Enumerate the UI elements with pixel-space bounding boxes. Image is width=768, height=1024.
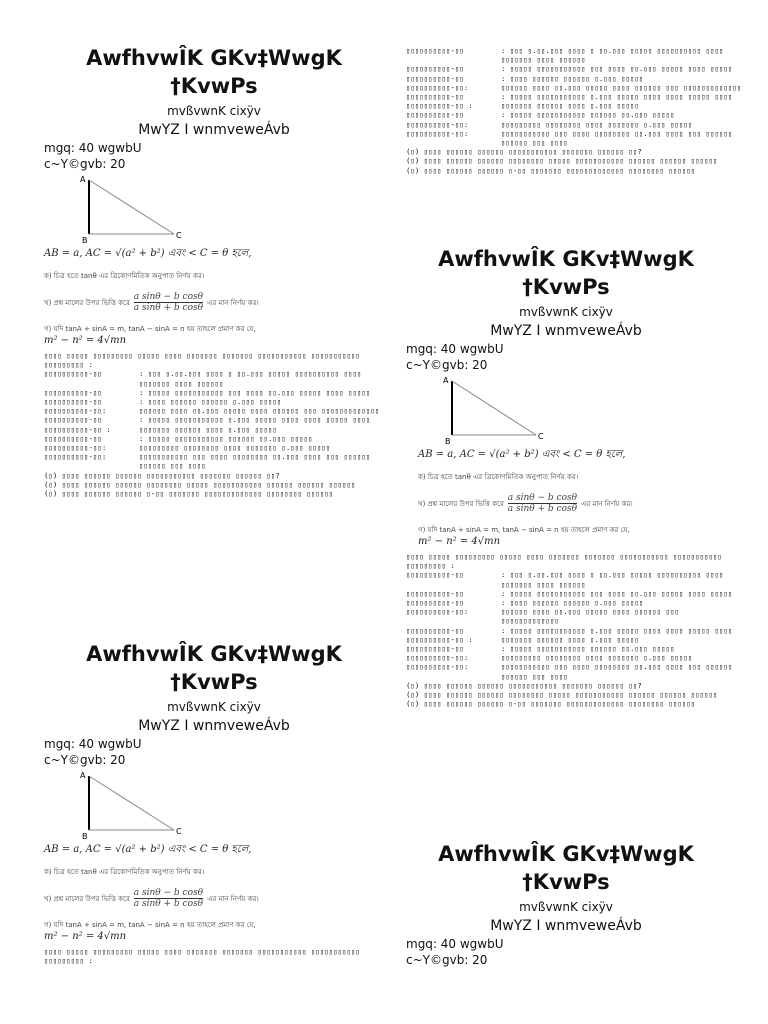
paper-block-3 — [396, 245, 736, 708]
body-text — [44, 351, 384, 498]
paper-block-5 — [396, 840, 736, 968]
row-label: ▯▯▯▯▯▯▯▯▯▯-▯▯ — [406, 92, 464, 102]
subject-name: MwYZ I wnmveweÁvb — [138, 122, 290, 138]
body-intro: ▯▯▯▯ ▯▯▯▯▯ ▯▯▯▯▯▯▯▯▯ ▯▯▯▯▯ ▯▯▯▯ ▯▯▯▯▯▯▯ ▯▯▯▯▯▯▯ ▯▯▯▯▯▯▯▯▯▯▯ ▯▯▯▯▯▯▯▯▯▯▯ ▯▯▯▯▯▯▯▯▯ : — [44, 351, 360, 370]
body-text — [396, 552, 736, 708]
paper-block-2-body — [406, 46, 746, 175]
vertex-c-label: C — [538, 432, 544, 441]
full-marks: c~Y©gvb: 20 — [406, 358, 488, 372]
row-text: : ▯▯▯▯ ▯▯▯▯▯▯ ▯▯▯▯▯▯ ▯.▯▯▯ ▯▯▯▯▯ — [501, 598, 644, 608]
question-ga-result: m² − n² = 4√mn — [44, 931, 127, 942]
row-label: ▯▯▯▯▯▯▯▯▯▯-▯▯ — [406, 110, 464, 120]
question-ga: গ) যদি tanA + sinA = m, tanA − sinA = n হয় তাহলে প্রমাণ কর যে, — [418, 526, 630, 534]
paper-block-1 — [44, 44, 384, 498]
row-text: : ▯▯▯▯▯ ▯▯▯▯▯▯▯▯▯▯▯ ▯▯▯ ▯▯▯▯ ▯▯.▯▯▯ ▯▯▯▯▯ ▯▯▯▯ ▯▯▯▯▯ — [139, 387, 371, 397]
body-intro: ▯▯▯▯ ▯▯▯▯▯ ▯▯▯▯▯▯▯▯▯ ▯▯▯▯▯ ▯▯▯▯ ▯▯▯▯▯▯▯ ▯▯▯▯▯▯▯ ▯▯▯▯▯▯▯▯▯▯▯ ▯▯▯▯▯▯▯▯▯▯▯ ▯▯▯▯▯▯▯▯▯ : — [44, 947, 360, 966]
body-row — [406, 598, 736, 607]
row-text: : ▯▯▯ ▯.▯▯.▯▯▯ ▯▯▯▯ ▯ ▯▯.▯▯▯ ▯▯▯▯▯ ▯▯▯▯▯▯▯▯▯▯ ▯▯▯▯ ▯▯▯▯▯▯▯ ▯▯▯▯ ▯▯▯▯▯▯ — [139, 369, 362, 388]
title-line-2: †KvwPs — [170, 670, 258, 694]
kha-denominator: a sinθ + b cosθ — [133, 303, 204, 313]
body-row — [406, 570, 736, 588]
body-row — [406, 110, 746, 119]
row-label: ▯▯▯▯▯▯▯▯▯▯-▯▯ — [406, 570, 464, 580]
row-text: ▯▯▯▯▯▯▯ ▯▯▯▯▯▯ ▯▯▯▯ ▯.▯▯▯ ▯▯▯▯▯ — [139, 424, 277, 434]
body-row — [44, 415, 384, 424]
vertex-a-label: A — [80, 771, 86, 780]
body-question-1: (▯) ▯▯▯▯ ▯▯▯▯▯▯ ▯▯▯▯▯▯ ▯▯▯▯▯▯▯▯▯▯▯ ▯▯▯▯▯▯▯ ▯▯▯▯▯▯ ▯▯? — [406, 680, 642, 690]
body-question-2: (▯) ▯▯▯▯ ▯▯▯▯▯▯ ▯▯▯▯▯▯ ▯▯▯▯▯▯▯▯ ▯▯▯▯▯ ▯▯▯▯▯▯▯▯▯▯▯ ▯▯▯▯▯▯ ▯▯▯▯▯▯ ▯▯▯▯▯▯ — [406, 156, 718, 166]
row-label: ▯▯▯▯▯▯▯▯▯▯-▯▯ — [44, 397, 102, 407]
body-row — [406, 635, 736, 644]
title-line-1: AwfhvwÎK GKv‡WwgK — [86, 46, 342, 70]
row-label: ▯▯▯▯▯▯▯▯▯▯-▯▯: — [406, 662, 469, 672]
row-text: ▯▯▯▯▯▯▯▯▯▯▯ ▯▯▯ ▯▯▯▯ ▯▯▯▯▯▯▯▯ ▯▯.▯▯▯ ▯▯▯▯ ▯▯▯ ▯▯▯▯▯▯ ▯▯▯▯▯▯ ▯▯▯ ▯▯▯▯ — [501, 128, 733, 148]
kha-denominator: a sinθ + b cosθ — [507, 504, 578, 514]
row-label: ▯▯▯▯▯▯▯▯▯▯-▯▯ — [406, 46, 464, 55]
kha-prefix: খ) প্রশ্ন মালের উপর ভিত্তি করে — [44, 298, 130, 307]
body-row — [406, 589, 736, 598]
body-question-2: (▯) ▯▯▯▯ ▯▯▯▯▯▯ ▯▯▯▯▯▯ ▯▯▯▯▯▯▯▯ ▯▯▯▯▯ ▯▯▯▯▯▯▯▯▯▯▯ ▯▯▯▯▯▯ ▯▯▯▯▯▯ ▯▯▯▯▯▯ — [406, 690, 718, 700]
exam-time: mgq: 40 wgwbU — [44, 737, 142, 751]
kha-numerator: a sinθ − b cosθ — [507, 493, 578, 503]
row-text: ▯▯▯▯▯▯ ▯▯▯▯ ▯▯.▯▯▯ ▯▯▯▯▯ ▯▯▯▯ ▯▯▯▯▯▯ ▯▯▯ ▯▯▯▯▯▯▯▯▯▯▯▯▯ — [501, 82, 742, 92]
body-row — [406, 129, 746, 147]
row-label: ▯▯▯▯▯▯▯▯▯▯-▯▯ — [44, 387, 102, 397]
title-line-2: †KvwPs — [522, 275, 610, 299]
body-row — [406, 74, 746, 83]
kha-numerator: a sinθ − b cosθ — [133, 292, 204, 302]
body-question-1: (▯) ▯▯▯▯ ▯▯▯▯▯▯ ▯▯▯▯▯▯ ▯▯▯▯▯▯▯▯▯▯▯ ▯▯▯▯▯▯▯ ▯▯▯▯▯▯ ▯▯? — [406, 147, 642, 157]
exam-time: mgq: 40 wgwbU — [406, 937, 504, 951]
full-marks: c~Y©gvb: 20 — [44, 753, 126, 767]
row-label: ▯▯▯▯▯▯▯▯▯▯-▯▯ — [44, 369, 102, 379]
question-ka: ক) চিত্র হতে tanθ এর ত্রিকোণমিতিক অনুপাত নির্ণয় কর। — [44, 272, 205, 280]
body-row — [406, 101, 746, 110]
body-row — [44, 388, 384, 397]
title-line-1: AwfhvwÎK GKv‡WwgK — [86, 642, 342, 666]
given-statement: AB = a, AC = √(a² + b²) এবং < C = θ হলে, — [418, 449, 626, 460]
header-title — [44, 640, 384, 696]
kha-fraction — [508, 493, 577, 514]
row-text: : ▯▯▯▯▯ ▯▯▯▯▯▯▯▯▯▯▯ ▯.▯▯▯ ▯▯▯▯▯ ▯▯▯▯ ▯▯▯▯ ▯▯▯▯▯ ▯▯▯▯ — [139, 415, 371, 425]
row-label: ▯▯▯▯▯▯▯▯▯▯-▯▯ — [406, 625, 464, 635]
body-question-2: (▯) ▯▯▯▯ ▯▯▯▯▯▯ ▯▯▯▯▯▯ ▯▯▯▯▯▯▯▯ ▯▯▯▯▯ ▯▯▯▯▯▯▯▯▯▯▯ ▯▯▯▯▯▯ ▯▯▯▯▯▯ ▯▯▯▯▯▯ — [44, 479, 356, 489]
vertex-a-label: A — [443, 376, 449, 385]
title-line-1: AwfhvwÎK GKv‡WwgK — [438, 247, 694, 271]
row-label: ▯▯▯▯▯▯▯▯▯▯-▯▯: — [44, 452, 107, 462]
question-ga-result: m² − n² = 4√mn — [44, 335, 127, 346]
body-row — [44, 434, 384, 443]
body-row — [406, 626, 736, 635]
question-ka: ক) চিত্র হতে tanθ এর ত্রিকোণমিতিক অনুপাত নির্ণয় কর। — [44, 868, 205, 876]
body-row — [44, 425, 384, 434]
body-row — [406, 644, 736, 653]
row-label: ▯▯▯▯▯▯▯▯▯▯-▯▯ — [406, 598, 464, 608]
exam-type: mvßvwnK cixÿv — [519, 305, 613, 319]
triangle-figure — [44, 172, 384, 244]
kha-numerator: a sinθ − b cosθ — [133, 888, 204, 898]
exam-time: mgq: 40 wgwbU — [44, 141, 142, 155]
row-text: ▯▯▯▯▯▯▯▯▯ ▯▯▯▯▯▯▯▯ ▯▯▯▯ ▯▯▯▯▯▯▯ ▯.▯▯▯ ▯▯▯▯▯ — [501, 119, 693, 129]
body-row — [44, 397, 384, 406]
row-label: ▯▯▯▯▯▯▯▯▯▯-▯▯ : — [406, 634, 473, 644]
row-text: : ▯▯▯▯▯ ▯▯▯▯▯▯▯▯▯▯▯ ▯▯▯▯▯▯ ▯▯.▯▯▯ ▯▯▯▯▯ — [501, 110, 675, 120]
row-label: ▯▯▯▯▯▯▯▯▯▯-▯▯ : — [44, 424, 111, 434]
subject-name: MwYZ I wnmveweÁvb — [138, 718, 290, 734]
row-label: ▯▯▯▯▯▯▯▯▯▯-▯▯: — [406, 119, 469, 129]
row-label: ▯▯▯▯▯▯▯▯▯▯-▯▯: — [44, 443, 107, 453]
kha-prefix: খ) প্রশ্ন মালের উপর ভিত্তি করে — [418, 499, 504, 508]
kha-fraction — [134, 888, 203, 909]
row-text: : ▯▯▯▯ ▯▯▯▯▯▯ ▯▯▯▯▯▯ ▯.▯▯▯ ▯▯▯▯▯ — [501, 73, 644, 83]
row-label: ▯▯▯▯▯▯▯▯▯▯-▯▯: — [406, 128, 469, 138]
row-text: : ▯▯▯▯▯ ▯▯▯▯▯▯▯▯▯▯▯ ▯▯▯▯▯▯ ▯▯.▯▯▯ ▯▯▯▯▯ — [139, 433, 313, 443]
full-marks: c~Y©gvb: 20 — [44, 157, 126, 171]
question-ga: গ) যদি tanA + sinA = m, tanA − sinA = n হয় তাহলে প্রমাণ কর যে, — [44, 921, 256, 929]
row-text: : ▯▯▯ ▯.▯▯.▯▯▯ ▯▯▯▯ ▯ ▯▯.▯▯▯ ▯▯▯▯▯ ▯▯▯▯▯▯▯▯▯▯ ▯▯▯▯ ▯▯▯▯▯▯▯ ▯▯▯▯ ▯▯▯▯▯▯ — [501, 570, 724, 589]
row-label: ▯▯▯▯▯▯▯▯▯▯-▯▯ — [406, 644, 464, 654]
row-text: : ▯▯▯▯▯ ▯▯▯▯▯▯▯▯▯▯▯ ▯.▯▯▯ ▯▯▯▯▯ ▯▯▯▯ ▯▯▯▯ ▯▯▯▯▯ ▯▯▯▯ — [501, 92, 733, 102]
body-question-3: (▯) ▯▯▯▯ ▯▯▯▯▯▯ ▯▯▯▯▯▯ ▯-▯▯ ▯▯▯▯▯▯▯ ▯▯▯▯▯▯▯▯▯▯▯▯▯ ▯▯▯▯▯▯▯▯ ▯▯▯▯▯▯ — [406, 165, 696, 175]
title-line-1: AwfhvwÎK GKv‡WwgK — [438, 842, 694, 866]
vertex-c-label: C — [176, 231, 182, 240]
triangle-figure — [396, 373, 736, 445]
row-label: ▯▯▯▯▯▯▯▯▯▯-▯▯ — [406, 588, 464, 598]
header-title — [396, 840, 736, 896]
vertex-a-label: A — [80, 175, 86, 184]
row-text: ▯▯▯▯▯▯▯▯▯ ▯▯▯▯▯▯▯▯ ▯▯▯▯ ▯▯▯▯▯▯▯ ▯.▯▯▯ ▯▯▯▯▯ — [501, 653, 693, 663]
row-text: ▯▯▯▯▯▯▯▯▯▯▯ ▯▯▯ ▯▯▯▯ ▯▯▯▯▯▯▯▯ ▯▯.▯▯▯ ▯▯▯▯ ▯▯▯ ▯▯▯▯▯▯ ▯▯▯▯▯▯ ▯▯▯ ▯▯▯▯ — [139, 452, 371, 471]
row-text: : ▯▯▯▯▯ ▯▯▯▯▯▯▯▯▯▯▯ ▯.▯▯▯ ▯▯▯▯▯ ▯▯▯▯ ▯▯▯▯ ▯▯▯▯▯ ▯▯▯▯ — [501, 625, 733, 635]
kha-denominator: a sinθ + b cosθ — [133, 899, 204, 909]
vertex-b-label: B — [445, 437, 451, 445]
body-question-3: (▯) ▯▯▯▯ ▯▯▯▯▯▯ ▯▯▯▯▯▯ ▯-▯▯ ▯▯▯▯▯▯▯ ▯▯▯▯▯▯▯▯▯▯▯▯▯ ▯▯▯▯▯▯▯▯ ▯▯▯▯▯▯ — [44, 489, 334, 499]
exam-type: mvßvwnK cixÿv — [167, 700, 261, 714]
title-line-2: †KvwPs — [522, 870, 610, 894]
exam-time: mgq: 40 wgwbU — [406, 342, 504, 356]
row-text: ▯▯▯▯▯▯▯▯▯ ▯▯▯▯▯▯▯▯ ▯▯▯▯ ▯▯▯▯▯▯▯ ▯.▯▯▯ ▯▯▯▯▯ — [139, 443, 331, 453]
row-label: ▯▯▯▯▯▯▯▯▯▯-▯▯ — [406, 64, 464, 74]
row-text: ▯▯▯▯▯▯▯ ▯▯▯▯▯▯ ▯▯▯▯ ▯.▯▯▯ ▯▯▯▯▯ — [501, 101, 639, 111]
given-statement: AB = a, AC = √(a² + b²) এবং < C = θ হলে, — [44, 248, 252, 259]
question-kha — [44, 888, 384, 909]
question-ga: গ) যদি tanA + sinA = m, tanA − sinA = n হয় তাহলে প্রমাণ কর যে, — [44, 325, 256, 333]
row-label: ▯▯▯▯▯▯▯▯▯▯-▯▯ : — [406, 101, 473, 111]
subject-name: MwYZ I wnmveweÁvb — [490, 323, 642, 339]
row-text: ▯▯▯▯▯▯ ▯▯▯▯ ▯▯.▯▯▯ ▯▯▯▯▯ ▯▯▯▯ ▯▯▯▯▯▯ ▯▯▯ ▯▯▯▯▯▯▯▯▯▯▯▯▯ — [501, 607, 679, 626]
exam-type: mvßvwnK cixÿv — [167, 104, 261, 118]
row-label: ▯▯▯▯▯▯▯▯▯▯-▯▯ — [44, 433, 102, 443]
row-label: ▯▯▯▯▯▯▯▯▯▯-▯▯: — [406, 82, 469, 92]
exam-type: mvßvwnK cixÿv — [519, 900, 613, 914]
kha-fraction — [134, 292, 203, 313]
row-label: ▯▯▯▯▯▯▯▯▯▯-▯▯: — [406, 607, 469, 617]
title-line-2: †KvwPs — [170, 74, 258, 98]
row-text: ▯▯▯▯▯▯▯ ▯▯▯▯▯▯ ▯▯▯▯ ▯.▯▯▯ ▯▯▯▯▯ — [501, 634, 639, 644]
row-text: : ▯▯▯▯ ▯▯▯▯▯▯ ▯▯▯▯▯▯ ▯.▯▯▯ ▯▯▯▯▯ — [139, 397, 282, 407]
body-row — [406, 83, 746, 92]
question-kha — [418, 493, 736, 514]
body-row — [406, 64, 746, 73]
header-title — [396, 245, 736, 301]
row-label: ▯▯▯▯▯▯▯▯▯▯-▯▯: — [44, 406, 107, 416]
body-question-1: (▯) ▯▯▯▯ ▯▯▯▯▯▯ ▯▯▯▯▯▯ ▯▯▯▯▯▯▯▯▯▯▯ ▯▯▯▯▯▯▯ ▯▯▯▯▯▯ ▯▯? — [44, 470, 280, 480]
given-statement: AB = a, AC = √(a² + b²) এবং < C = θ হলে, — [44, 844, 252, 855]
vertex-c-label: C — [176, 827, 182, 836]
subject-name: MwYZ I wnmveweÁvb — [490, 918, 642, 934]
kha-prefix: খ) প্রশ্ন মালের উপর ভিত্তি করে — [44, 894, 130, 903]
vertex-b-label: B — [82, 832, 88, 840]
row-text: : ▯▯▯▯▯ ▯▯▯▯▯▯▯▯▯▯▯ ▯▯▯ ▯▯▯▯ ▯▯.▯▯▯ ▯▯▯▯▯ ▯▯▯▯ ▯▯▯▯▯ — [501, 588, 733, 598]
question-kha — [44, 292, 384, 313]
row-label: ▯▯▯▯▯▯▯▯▯▯-▯▯ — [44, 415, 102, 425]
kha-suffix: এর মান নির্ণয় কর। — [581, 499, 633, 508]
row-text: ▯▯▯▯▯▯▯▯▯▯▯ ▯▯▯ ▯▯▯▯ ▯▯▯▯▯▯▯▯ ▯▯.▯▯▯ ▯▯▯▯ ▯▯▯ ▯▯▯▯▯▯ ▯▯▯▯▯▯ ▯▯▯ ▯▯▯▯ — [501, 662, 733, 681]
row-text: : ▯▯▯▯▯ ▯▯▯▯▯▯▯▯▯▯▯ ▯▯▯ ▯▯▯▯ ▯▯.▯▯▯ ▯▯▯▯▯ ▯▯▯▯ ▯▯▯▯▯ — [501, 64, 733, 74]
body-intro: ▯▯▯▯ ▯▯▯▯▯ ▯▯▯▯▯▯▯▯▯ ▯▯▯▯▯ ▯▯▯▯ ▯▯▯▯▯▯▯ ▯▯▯▯▯▯▯ ▯▯▯▯▯▯▯▯▯▯▯ ▯▯▯▯▯▯▯▯▯▯▯ ▯▯▯▯▯▯▯▯▯ : — [406, 552, 722, 571]
body-row — [406, 92, 746, 101]
question-ga-result: m² − n² = 4√mn — [418, 536, 501, 547]
body-row — [406, 662, 736, 680]
kha-suffix: এর মান নির্ণয় কর। — [207, 298, 259, 307]
full-marks: c~Y©gvb: 20 — [406, 953, 488, 967]
body-row — [44, 452, 384, 470]
body-row — [406, 653, 736, 662]
body-text — [44, 947, 384, 965]
row-text: : ▯▯▯ ▯.▯▯.▯▯▯ ▯▯▯▯ ▯ ▯▯.▯▯▯ ▯▯▯▯▯ ▯▯▯▯▯▯▯▯▯▯ ▯▯▯▯ ▯▯▯▯▯▯▯ ▯▯▯▯ ▯▯▯▯▯▯ — [501, 46, 724, 65]
vertex-b-label: B — [82, 236, 88, 244]
body-row — [406, 46, 746, 64]
body-row — [406, 120, 746, 129]
row-label: ▯▯▯▯▯▯▯▯▯▯-▯▯ — [406, 73, 464, 83]
body-row — [44, 406, 384, 415]
body-row — [44, 369, 384, 387]
body-row — [406, 607, 736, 625]
header-title — [44, 44, 384, 100]
body-row — [44, 443, 384, 452]
triangle-figure — [44, 768, 384, 840]
row-text: ▯▯▯▯▯▯ ▯▯▯▯ ▯▯.▯▯▯ ▯▯▯▯▯ ▯▯▯▯ ▯▯▯▯▯▯ ▯▯▯ ▯▯▯▯▯▯▯▯▯▯▯▯▯ — [139, 406, 380, 416]
row-label: ▯▯▯▯▯▯▯▯▯▯-▯▯: — [406, 653, 469, 663]
question-ka: ক) চিত্র হতে tanθ এর ত্রিকোণমিতিক অনুপাত নির্ণয় কর। — [418, 473, 579, 481]
row-text: : ▯▯▯▯▯ ▯▯▯▯▯▯▯▯▯▯▯ ▯▯▯▯▯▯ ▯▯.▯▯▯ ▯▯▯▯▯ — [501, 644, 675, 654]
paper-block-4 — [44, 640, 384, 965]
formula-group — [396, 449, 736, 548]
body-question-3: (▯) ▯▯▯▯ ▯▯▯▯▯▯ ▯▯▯▯▯▯ ▯-▯▯ ▯▯▯▯▯▯▯ ▯▯▯▯▯▯▯▯▯▯▯▯▯ ▯▯▯▯▯▯▯▯ ▯▯▯▯▯▯ — [406, 699, 696, 709]
kha-suffix: এর মান নির্ণয় কর। — [207, 894, 259, 903]
